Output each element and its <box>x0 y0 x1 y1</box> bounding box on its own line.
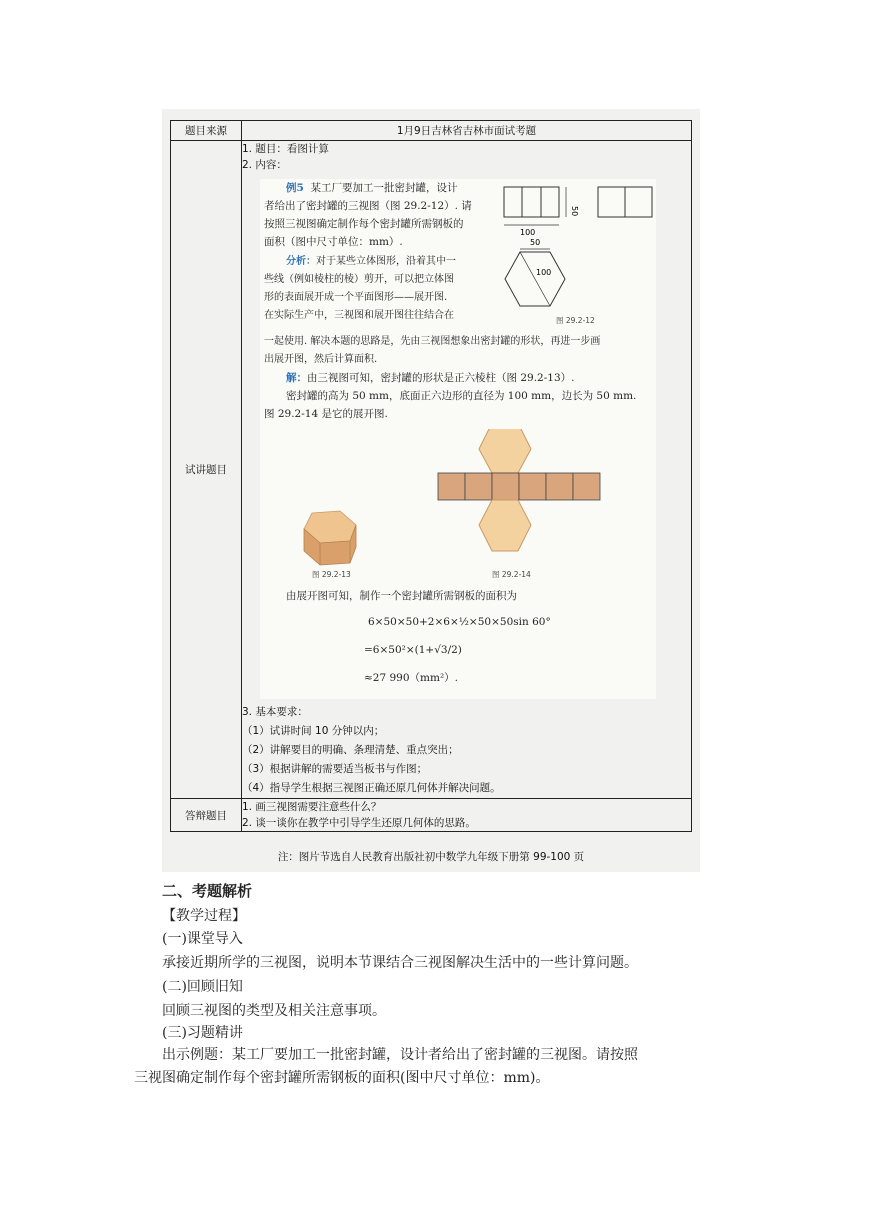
side-view <box>598 187 652 217</box>
example-line-4: 面积（图中尺寸单位：mm）. <box>264 236 403 248</box>
exam-table <box>170 120 692 832</box>
lecture-label: 试讲题目 <box>171 141 242 799</box>
area-intro: 由展开图可知，制作一个密封罐所需钢板的面积为 <box>286 590 517 602</box>
example-line-2: 者给出了密封罐的三视图（图 29.2-12）. 请 <box>264 200 472 212</box>
formula-line-2: =6×50²×(1+√3/2) <box>364 644 462 656</box>
step-2-heading: (二)回顾旧知 <box>162 979 243 995</box>
defense-label: 答辩题目 <box>171 799 242 832</box>
example-number: 例5 <box>286 182 304 194</box>
step-1-heading: (一)课堂导入 <box>162 931 243 947</box>
example-line-3: 按照三视图确定制作每个密封罐所需钢板的 <box>264 218 464 230</box>
process-heading: 【教学过程】 <box>162 908 246 924</box>
defense-question-2: 2. 谈一谈你在教学中引导学生还原几何体的思路。 <box>242 817 476 829</box>
step-2-text: 回顾三视图的类型及相关注意事项。 <box>162 1003 386 1019</box>
net-diagram <box>438 429 600 551</box>
example-line-1: 例5 某工厂要加工一批密封罐，设计 <box>286 182 458 194</box>
analysis-line-6: 出展开图，然后计算面积. <box>264 354 378 365</box>
analysis-line-5: 一起使用. 解决本题的思路是，先由三视图想象出密封罐的形状，再进一步画 <box>264 336 601 347</box>
requirement-3: （3）根据讲解的需要适当板书与作图； <box>242 763 428 775</box>
solution-line-2: 密封罐的高为 50 mm，底面正六边形的直径为 100 mm，边长为 50 mm. <box>286 390 637 402</box>
analysis-line-1: 分析：对于某些立体图形，沿着其中一 <box>286 256 456 267</box>
front-view <box>504 187 579 237</box>
requirement-2: （2）讲解要目的明确、条理清楚、重点突出； <box>242 744 459 756</box>
height-label: 50 <box>570 206 579 217</box>
source-value: 1月9日吉林省吉林市面试考题 <box>242 121 692 141</box>
step-3-heading: (三)习题精讲 <box>162 1025 243 1041</box>
source-row <box>171 121 692 141</box>
top-view-hexagon <box>505 238 565 306</box>
diameter-label: 100 <box>536 268 552 277</box>
fig14-caption: 图 29.2-14 <box>492 570 531 579</box>
requirement-1: （1）试讲时间 10 分钟以内； <box>242 725 385 737</box>
solution-label: 解： <box>286 372 307 384</box>
analysis-line-3: 形的表面展开成一个平面图形——展开图. <box>264 292 448 303</box>
topic-line: 1. 题目：看图计算 <box>242 143 329 155</box>
lecture-content <box>242 141 692 799</box>
step-3-text-1: 出示例题：某工厂要加工一批密封罐，设计者给出了密封罐的三视图。请按照 <box>162 1047 638 1063</box>
analysis-label: 分析： <box>286 256 316 267</box>
step-1-text: 承接近期所学的三视图，说明本节课结合三视图解决生活中的一些计算问题。 <box>162 955 638 971</box>
edge-length-label: 50 <box>530 238 541 247</box>
front-width-label: 100 <box>520 228 536 237</box>
defense-row <box>171 799 692 832</box>
fig12-caption: 图 29.2-12 <box>556 316 595 325</box>
prism-and-net-figure <box>260 429 656 579</box>
requirements-title: 3. 基本要求： <box>242 706 308 718</box>
three-view-figure <box>498 183 654 329</box>
step-3-text-2: 三视图确定制作每个密封罐所需钢板的面积(图中尺寸单位：mm)。 <box>134 1070 550 1086</box>
section-heading: 二、考题解析 <box>162 882 253 900</box>
formula-line-1: 6×50×50+2×6×½×50×50sin 60° <box>368 616 551 628</box>
fig13-caption: 图 29.2-13 <box>312 570 351 579</box>
solution-line-3: 图 29.2-14 是它的展开图. <box>264 408 388 420</box>
defense-question-1: 1. 画三视图需要注意些什么？ <box>242 801 382 813</box>
source-note: 注：图片节选自人民教育出版社初中数学九年级下册第 99-100 页 <box>277 851 585 863</box>
textbook-excerpt <box>260 179 656 699</box>
content-line: 2. 内容： <box>242 159 287 171</box>
analysis-line-2: 些线（例如棱柱的棱）剪开，可以把立体图 <box>264 274 454 285</box>
source-label: 题目来源 <box>171 121 242 141</box>
analysis-line-4: 在实际生产中，三视图和展开图往往结合在 <box>264 310 454 321</box>
defense-content <box>242 799 692 832</box>
lecture-row <box>171 141 692 799</box>
hexagonal-prism <box>304 511 356 565</box>
formula-line-3: ≈27 990（mm²）. <box>364 672 458 684</box>
solution-line: 解：由三视图可知，密封罐的形状是正六棱柱（图 29.2-13）. <box>286 372 575 384</box>
requirement-4: （4）指导学生根据三视图正确还原几何体并解决问题。 <box>242 782 501 794</box>
